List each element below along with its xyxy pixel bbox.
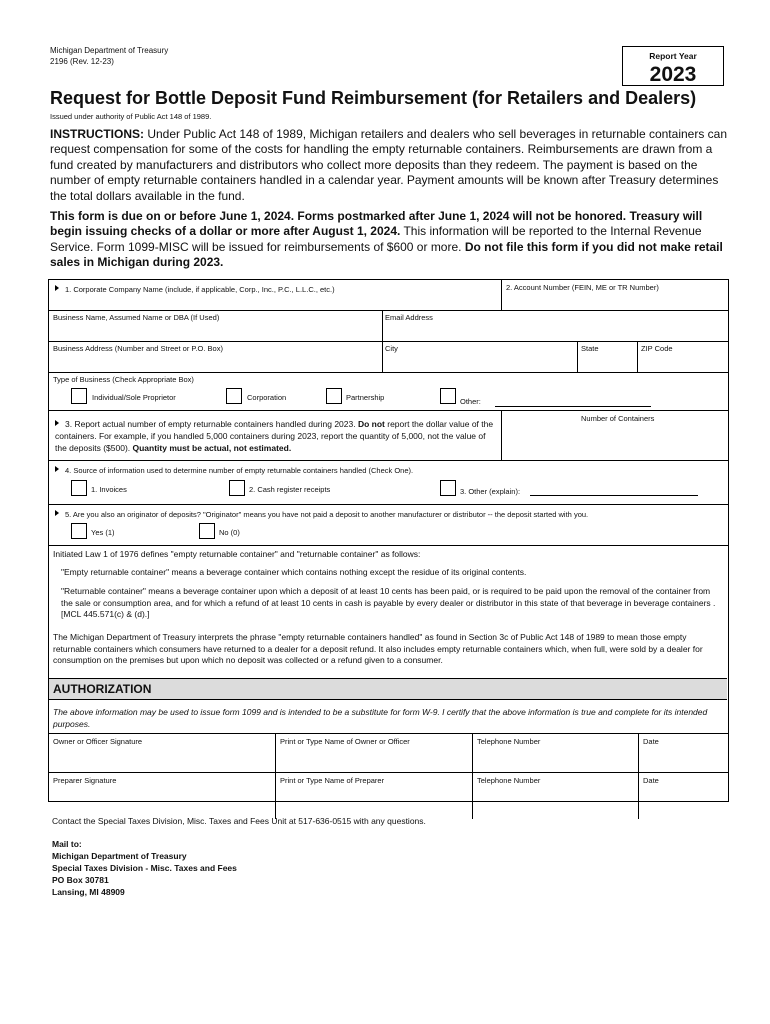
- form-title: Request for Bottle Deposit Fund Reimbursement (for Retailers and Dealers): [50, 88, 697, 108]
- originator-no-label: No (0): [219, 528, 240, 537]
- zip-label: ZIP Code: [641, 344, 673, 353]
- state-label: State: [581, 344, 599, 353]
- mail-line-3: PO Box 30781: [52, 875, 109, 885]
- company-name-label: 1. Corporate Company Name (include, if applicable, Corp., Inc., P.C., L.L.C., etc.): [55, 285, 335, 294]
- report-year-label: Report Year: [649, 51, 697, 61]
- partnership-checkbox[interactable]: [326, 388, 342, 404]
- due-bold-2: Do not file this form if you did not make retail sales in Michigan during 2023.: [50, 239, 723, 270]
- originator-yes-label: Yes (1): [91, 528, 115, 537]
- dba-input[interactable]: [53, 323, 378, 339]
- due-bold: This form is due on or before June 1, 2024. Forms postmarked after June 1, 2024 will not be honored. Treasury will begin issuing checks of a dollar or more after August 1, 2024.: [50, 209, 703, 239]
- department-header: [50, 45, 168, 67]
- form-frame: [48, 279, 729, 802]
- authorization-statement: The above information may be used to issue form 1099 and is intended to be a substitute for form W-9. I certify that the above information is true and complete for its intended purposes.: [53, 707, 708, 729]
- account-number-label: 2. Account Number (FEIN, ME or TR Number): [506, 283, 659, 292]
- due-notice: [50, 209, 730, 271]
- telephone-label-2: Telephone Number: [477, 776, 541, 785]
- arrow-right-icon: [55, 285, 59, 291]
- preparer-name-label: Print or Type Name of Preparer: [280, 776, 385, 785]
- individual-checkbox[interactable]: [71, 388, 87, 404]
- address-label: Business Address (Number and Street or P.O. Box): [53, 344, 223, 353]
- q4-label: 4. Source of information used to determine number of empty returnable containers handled (Check One).: [55, 466, 413, 475]
- telephone-label-1: Telephone Number: [477, 737, 541, 746]
- email-label: Email Address: [385, 313, 433, 322]
- preparer-signature-input[interactable]: [53, 787, 271, 811]
- instructions-label: INSTRUCTIONS:: [50, 127, 144, 141]
- individual-label: Individual/Sole Proprietor: [92, 393, 176, 402]
- originator-yes-checkbox[interactable]: [71, 523, 87, 539]
- date-label-2: Date: [643, 776, 659, 785]
- originator-no-checkbox[interactable]: [199, 523, 215, 539]
- definition-empty: "Empty returnable container" means a beverage container which contains nothing except the residue of its original contents.: [61, 567, 527, 577]
- city-label: City: [385, 344, 398, 353]
- q5-label: 5. Are you also an originator of deposits? "Originator" means you have not paid a deposit to another manufacturer or distributor -- the deposit started with you.: [55, 510, 588, 519]
- other-label: Other:: [460, 397, 481, 406]
- authorization-heading-bar: [49, 678, 727, 700]
- mail-line-4: Lansing, MI 48909: [52, 887, 125, 897]
- mail-line-1: Michigan Department of Treasury: [52, 851, 187, 861]
- invoices-checkbox[interactable]: [71, 480, 87, 496]
- arrow-right-icon: [55, 466, 59, 472]
- arrow-right-icon: [55, 420, 59, 426]
- owner-name-label: Print or Type Name of Owner or Officer: [280, 737, 410, 746]
- authorization-heading: AUTHORIZATION: [53, 682, 152, 696]
- arrow-right-icon: [55, 510, 59, 516]
- interpretation-text: The Michigan Department of Treasury interprets the phrase "empty returnable containers handled" as found in Section 3c of Public Act 148 of 1989 to mean those empty returnable containers which consumers have returned to a dealer for a deposit refund. It also includes empty returnable containers which, when full, were sold by a dealer for consumption on the premises but upon which no deposit was collected or a refund given to a consumer.: [53, 632, 703, 665]
- telephone-input-1[interactable]: [476, 748, 636, 770]
- preparer-name-input[interactable]: [279, 787, 469, 811]
- cash-register-label: 2. Cash register receipts: [249, 485, 331, 494]
- state-input[interactable]: [580, 354, 634, 370]
- other-source-input[interactable]: [530, 495, 698, 496]
- mail-to-label: Mail to:: [52, 839, 82, 849]
- owner-signature-label: Owner or Officer Signature: [53, 737, 143, 746]
- date-label-1: Date: [643, 737, 659, 746]
- instructions: [50, 127, 730, 204]
- zip-input[interactable]: [640, 354, 724, 370]
- report-year-value: 2023: [649, 63, 697, 86]
- due-normal: This information will be reported to the Internal Revenue Service. Form 1099-MISC will be issued for reimbursements of $600 or more.: [50, 224, 702, 254]
- dba-label: Business Name, Assumed Name or DBA (If Used): [53, 313, 220, 322]
- address-input[interactable]: [53, 354, 378, 370]
- account-number-input[interactable]: [504, 293, 724, 309]
- other-source-label: 3. Other (explain):: [460, 487, 521, 496]
- owner-name-input[interactable]: [279, 748, 469, 770]
- issued-authority: Issued under authority of Public Act 148 of 1989.: [50, 112, 212, 121]
- instructions-text: Under Public Act 148 of 1989, Michigan retailers and dealers who sell beverages in returnable containers can request compensation for some of the costs for handling the empty returnable containers. Reimbursements are drawn from a fund created by manufacturers and distributors who collect more deposits than they redeem. The payment is based on the number of empty returnable containers handled in a calendar year. Payment amounts will be known after Treasury determines the total dollars available in the fund.: [50, 127, 728, 203]
- other-source-checkbox[interactable]: [440, 480, 456, 496]
- other-input[interactable]: [495, 406, 651, 407]
- preparer-signature-label: Preparer Signature: [53, 776, 117, 785]
- mailing-address: [52, 838, 237, 898]
- definition-returnable: "Returnable container" means a beverage container upon which a deposit of at least 10 cents has been paid, or is required to be paid upon the removal of the container from the sale or consumption area, and for which a refund of at least 10 cents in cash is payable by every dealer or distributor in this state of that beverage in beverage containers . [MCL 445.571(c) & (d).]: [61, 586, 716, 619]
- city-input[interactable]: [385, 354, 575, 370]
- form-number: 2196 (Rev. 12-23): [50, 57, 114, 66]
- report-year-box: [622, 46, 724, 86]
- date-input-1[interactable]: [642, 748, 724, 770]
- other-checkbox[interactable]: [440, 388, 456, 404]
- definitions-intro: Initiated Law 1 of 1976 defines "empty returnable container" and "returnable container" as follows:: [53, 549, 421, 559]
- q3-text: 3. Report actual number of empty returnable containers handled during 2023. Do not report the dollar value of the containers. For example, if you handled 5,000 containers during 2023, report the quantity of 5,000, not the value of the deposits ($500). Quantity must be actual, not estimated.: [55, 419, 494, 453]
- business-type-label: Type of Business (Check Appropriate Box): [53, 375, 194, 384]
- corporation-checkbox[interactable]: [226, 388, 242, 404]
- partnership-label: Partnership: [346, 393, 385, 402]
- date-input-2[interactable]: [642, 787, 724, 811]
- company-name-input[interactable]: [53, 293, 497, 309]
- telephone-input-2[interactable]: [476, 787, 636, 811]
- owner-signature-input[interactable]: [53, 748, 271, 770]
- container-count-label: Number of Containers: [581, 414, 655, 423]
- department-name: Michigan Department of Treasury: [50, 46, 169, 55]
- mail-line-2: Special Taxes Division - Misc. Taxes and Fees: [52, 863, 237, 873]
- cash-register-checkbox[interactable]: [229, 480, 245, 496]
- corporation-label: Corporation: [247, 393, 287, 402]
- container-count-input[interactable]: [504, 426, 724, 456]
- contact-text: Contact the Special Taxes Division, Misc. Taxes and Fees Unit at 517-636-0515 with any questions.: [52, 816, 426, 826]
- invoices-label: 1. Invoices: [91, 485, 127, 494]
- email-input[interactable]: [385, 323, 723, 339]
